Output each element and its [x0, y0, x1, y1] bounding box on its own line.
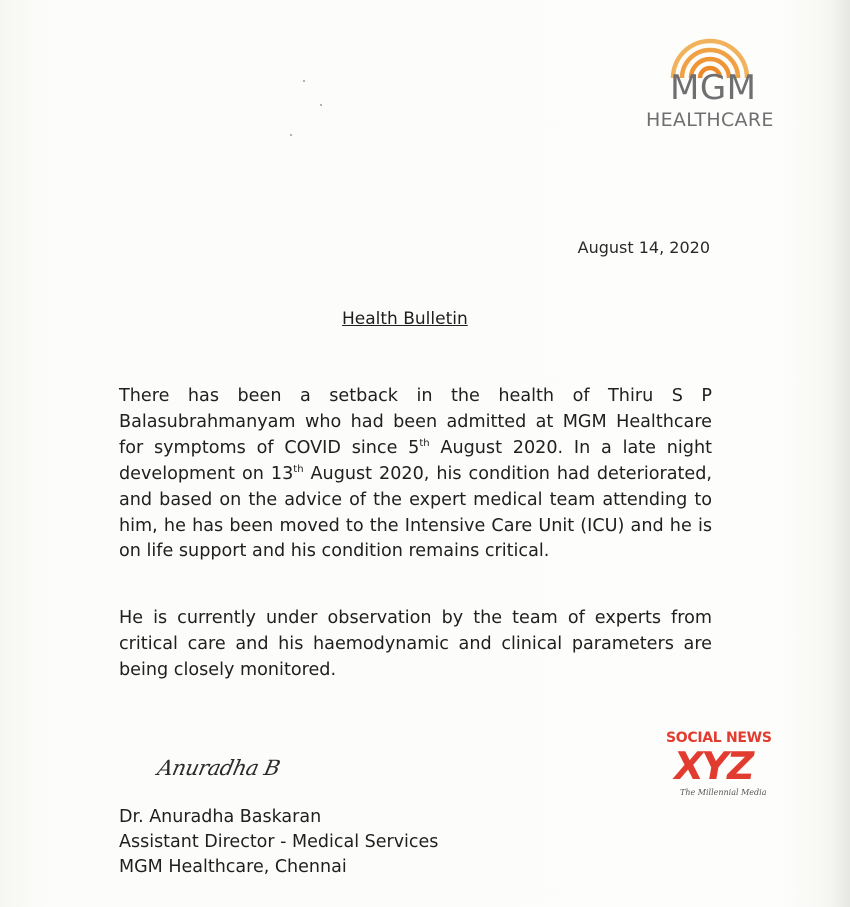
watermark-main-text: XYZ: [670, 744, 757, 788]
signer-organization: MGM Healthcare, Chennai: [119, 857, 347, 877]
page-edge-shadow: [828, 0, 850, 907]
ordinal-suffix: th: [419, 437, 430, 449]
bulletin-paragraph-1: [119, 384, 712, 565]
watermark-top-text: SOCIAL NEWS: [666, 730, 772, 746]
mgm-healthcare-logo: [640, 38, 800, 138]
logo-name: MGM: [670, 68, 757, 108]
scan-speck: [320, 104, 322, 106]
signature-text: Anuradha B: [155, 756, 282, 780]
ordinal-suffix: th: [293, 463, 304, 475]
letter-date: August 14, 2020: [577, 238, 710, 257]
paragraph-1-text-c: August 2020, his condition had deteriorated, and based on the advice of the expert medical team attending to him, he has been moved to the Intensive Care Unit (ICU) and he is on life support and his condition remains critical.: [119, 463, 712, 562]
watermark-tagline: The Millennial Media: [680, 788, 767, 797]
bulletin-paragraph-2: He is currently under observation by the team of experts from critical care and his haemodynamic and clinical parameters are being closely monitored.: [119, 608, 712, 680]
scan-speck: [290, 134, 292, 136]
signer-block: [119, 805, 438, 880]
signer-designation: Assistant Director - Medical Services: [119, 832, 439, 852]
social-news-xyz-watermark: [664, 730, 774, 810]
signer-name: Dr. Anuradha Baskaran: [119, 807, 322, 827]
scan-speck: [303, 80, 305, 82]
paragraph-1-text-a: There has been a setback in the health of Thiru S P Balasubrahmanyam who had been admitted at MGM Healthcare for symptoms of COVID since 5: [119, 386, 712, 458]
handwritten-signature: [155, 756, 308, 796]
letter-title: Health Bulletin: [342, 309, 468, 329]
paragraph-1-text-b: August 2020. In a late night development on 13: [119, 437, 712, 484]
logo-subtitle: HEALTHCARE: [646, 109, 774, 131]
